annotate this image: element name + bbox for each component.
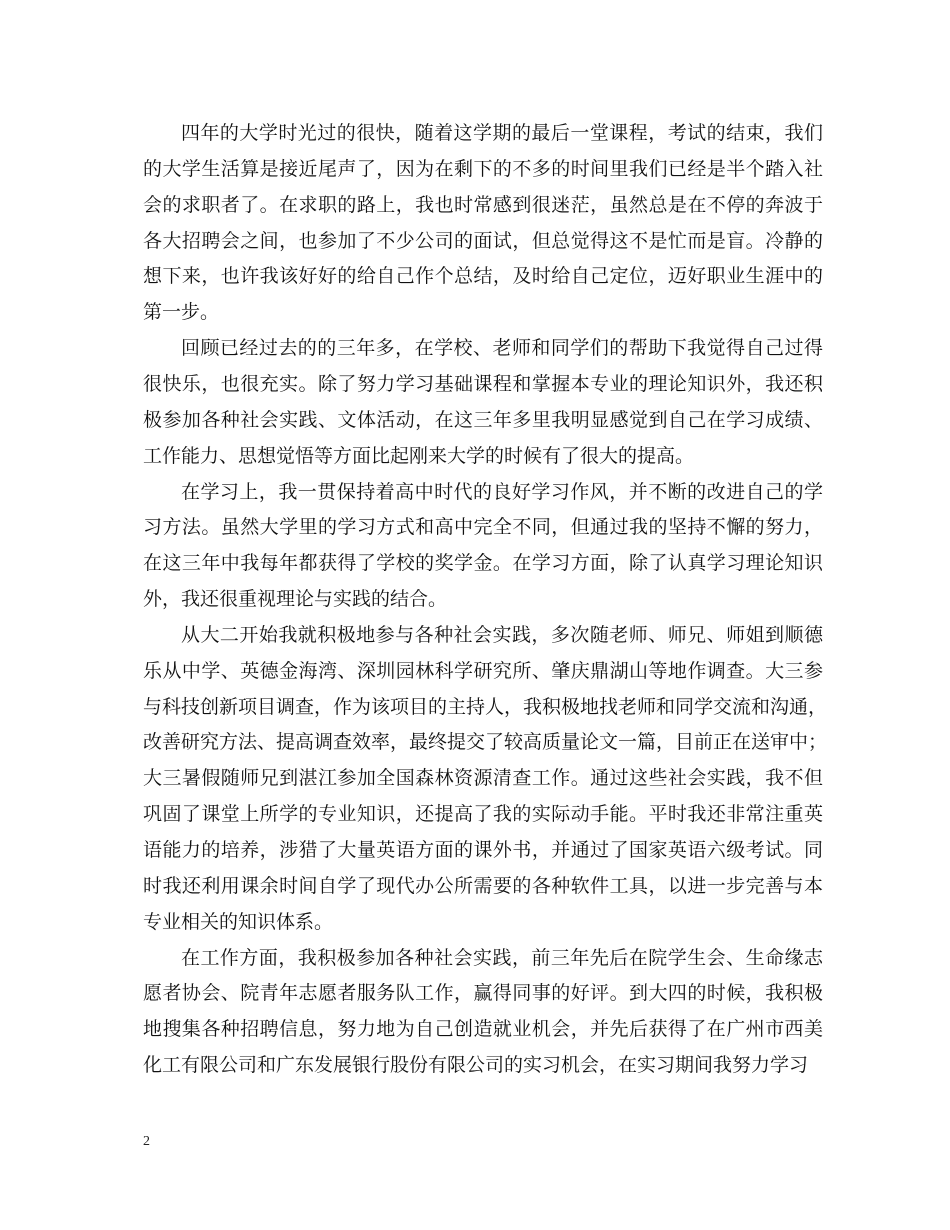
paragraph-4-line-5: 大三暑假随师兄到湛江参加全国森林资源清查工作。通过这些社会实践，我不但 <box>143 767 823 790</box>
paragraph-2-line-4: 工作能力、思想觉悟等方面比起刚来大学的时候有了很大的提高。 <box>143 444 695 467</box>
paragraph-3-line-2: 习方法。虽然大学里的学习方式和高中完全不同，但通过我的坚持不懈的努力， <box>143 516 823 539</box>
paragraph-1-line-5: 想下来，也许我该好好的给自己作个总结，及时给自己定位，迈好职业生涯中的 <box>143 265 823 288</box>
paragraph-4-line-8: 时我还利用课余时间自学了现代办公所需要的各种软件工具，以进一步完善与本 <box>143 874 823 897</box>
paragraph-3-line-4: 外，我还很重视理论与实践的结合。 <box>143 588 448 611</box>
page-number: 2 <box>143 1134 150 1149</box>
paragraph-4-line-2: 乐从中学、英德金海湾、深圳园林科学研究所、肇庆鼎湖山等地作调查。大三参 <box>143 659 823 682</box>
paragraph-4-line-6: 巩固了课堂上所学的专业知识，还提高了我的实际动手能。平时我还非常注重英 <box>143 803 823 826</box>
paragraph-1-line-2: 的大学生活算是接近尾声了，因为在剩下的不多的时间里我们已经是半个踏入社 <box>143 157 823 180</box>
paragraph-4-line-1: 从大二开始我就积极地参与各种社会实践，多次随老师、师兄、师姐到顺德 <box>181 623 823 646</box>
paragraph-5-line-2: 愿者协会、院青年志愿者服务队工作，赢得同事的好评。到大四的时候，我积极 <box>143 982 823 1005</box>
paragraph-1-line-3: 会的求职者了。在求职的路上，我也时常感到很迷茫，虽然总是在不停的奔波于 <box>143 193 823 216</box>
paragraph-3-line-1: 在学习上，我一贯保持着高中时代的良好学习作风，并不断的改进自己的学 <box>181 480 823 503</box>
paragraph-4-line-9: 专业相关的知识体系。 <box>143 910 334 933</box>
paragraph-4-line-3: 与科技创新项目调查，作为该项目的主持人，我积极地找老师和同学交流和沟通， <box>143 695 828 718</box>
paragraph-5-line-4: 化工有限公司和广东发展银行股份有限公司的实习机会，在实习期间我努力学习 <box>143 1054 809 1077</box>
paragraph-1-line-1: 四年的大学时光过的很快，随着这学期的最后一堂课程，考试的结束，我们 <box>181 122 823 144</box>
paragraph-5-line-3: 地搜集各种招聘信息，努力地为自己创造就业机会，并先后获得了在广州市西美 <box>143 1018 823 1041</box>
paragraph-4-line-4: 改善研究方法、提高调查效率，最终提交了较高质量论文一篇，目前正在送审中； <box>143 731 828 754</box>
paragraph-1-line-4: 各大招聘会之间，也参加了不少公司的面试，但总觉得这不是忙而是盲。冷静的 <box>143 229 823 252</box>
paragraph-5-line-1: 在工作方面，我积极参加各种社会实践，前三年先后在院学生会、生命缘志 <box>181 946 823 969</box>
paragraph-2-line-2: 很快乐，也很充实。除了努力学习基础课程和掌握本专业的理论知识外，我还积 <box>143 372 823 395</box>
paragraph-4-line-7: 语能力的培养，涉猎了大量英语方面的课外书，并通过了国家英语六级考试。同 <box>143 839 823 861</box>
paragraph-2-line-1: 回顾已经过去的的三年多，在学校、老师和同学们的帮助下我觉得自己过得 <box>181 337 823 360</box>
paragraph-1-line-6: 第一步。 <box>143 301 220 324</box>
paragraph-2-line-3: 极参加各种社会实践、文体活动，在这三年多里我明显感觉到自己在学习成绩、 <box>143 408 823 431</box>
paragraph-3-line-3: 在这三年中我每年都获得了学校的奖学金。在学习方面，除了认真学习理论知识 <box>143 552 823 575</box>
